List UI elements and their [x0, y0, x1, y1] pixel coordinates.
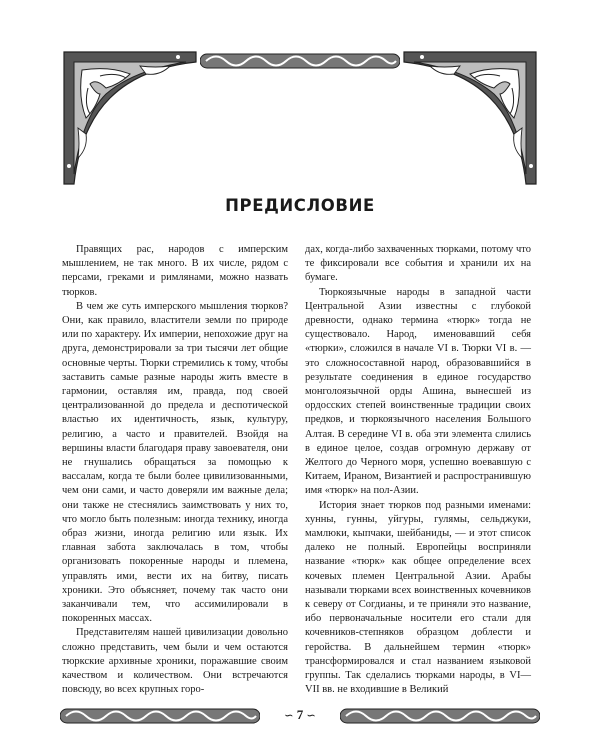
swirl-icon: ∽ — [306, 710, 316, 722]
corner-ornament-right-icon — [400, 48, 540, 188]
page-number: ∽ 7 ∽ — [284, 707, 316, 722]
paragraph: История знает тюрков под разными именами: хунны, гунны, уйгуры, гулямы, сельджуки, мамлюки, кыпчаки, шейбаниды, — и этот список далеко не полный. Европейцы восприняли название «тюрк» как общее определение всех кочевых племен Центральной Азии. Арабы называли тюрками всех воинственных кочевников к северу от Согдианы, и те приняли это название, ибо первоначальные носители его стали для кочевников-степняков образцом доблести и геройства. В дальнейшем термин «тюрк» трансформировался и стал названием языковой группы. Так сделались тюрками народы, в VI—VII вв. не входившие в Великий — [305, 499, 531, 696]
paragraph: Тюркоязычные народы в западной части Центральной Азии известны с глубокой древности, однако термина «тюрк» тогда не существовало. Народ, именовавший себя «тюрки», сложился в начале VI в. Тюрки VI в. — это сложносоставной народ, образовавшийся в результате соединения в единое государство монголоязычной орды Ашина, вынесшей из ордосских степей воинственные традиции своих предков, и тюркоязычного населения Большого Алтая. В середине VI в. оба эти элемента слились в единое целое, создав огромную державу от Желтого до Черного моря, успешно воевавшую с Китаем, Ираном, Византией и распространившую имя «тюрк» на пол-Азии. — [305, 286, 531, 497]
paragraph: Представителям нашей цивилизации довольно сложно представить, чем были и чем остаются тюркские архивные хроники, поражавшие своим качеством и количеством. Они встречаются повсюду, во всех крупных горо- — [62, 627, 288, 696]
text-column-right — [305, 243, 531, 698]
paragraph: дах, когда-либо захваченных тюрками, потому что те фиксировали все события и хранили их на бумаге. — [305, 244, 531, 284]
page-footer — [0, 705, 600, 727]
border-ornament-bottom-right-icon — [340, 705, 540, 727]
paragraph: Правящих рас, народов с имперским мышлением, не так много. В их числе, рядом с персами, греками и римлянами, можно назвать тюрков. — [62, 244, 288, 298]
border-ornament-top-icon — [200, 50, 400, 72]
paragraph: В чем же суть имперского мышления тюрков? Они, как правило, властители земли по природе или по характеру. Их империи, непохожие друг на друга, демонстрировали за три тысячи лет общие основные черты. Тюрки стремились к тому, чтобы заставить самые разные народы жить вместе в гармонии, оставляя им, правда, под своей централизованной до предела и деспотической властью их идентичность, язык, культуру, религию, а часто и правителей. Взойдя на вершины власти благодаря праву завоевателя, они не гнушались обращаться за помощью к вассалам, когда те были более цивилизованными, чем они сами, и часто доверяли им важные дела; они также не стеснялись заимствовать у них то, что могло быть полезным: иногда технику, иногда образ жизни, иногда религию или язык. Их главная забота заключалась в том, чтобы организовать покоренные народы и племена, управлять ими, вести их на битву, писать хроники. Это объясняет, почему так часто они заканчивали тем, что ассимилировали в покоренных массах. — [62, 300, 288, 625]
corner-ornament-left-icon — [60, 48, 200, 188]
swirl-icon: ∽ — [284, 710, 294, 722]
border-ornament-bottom-left-icon — [60, 705, 260, 727]
text-column-left — [62, 243, 288, 698]
page-title: ПРЕДИСЛОВИЕ — [225, 196, 375, 215]
